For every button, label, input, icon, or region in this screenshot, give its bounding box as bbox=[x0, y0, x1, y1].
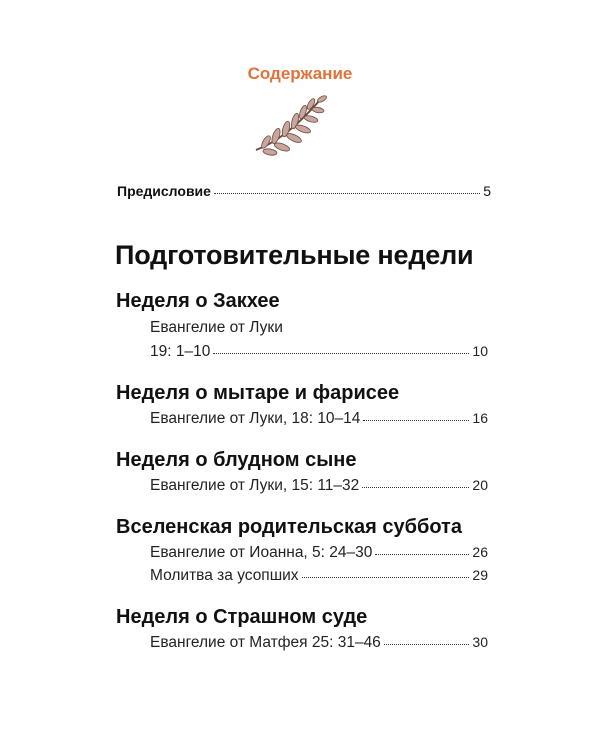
part-heading: Подготовительные недели bbox=[115, 240, 474, 270]
leaf-branch-icon bbox=[252, 92, 330, 162]
dot-leader bbox=[375, 554, 469, 555]
toc-title: Содержание bbox=[247, 64, 353, 83]
toc-entry[interactable] bbox=[150, 567, 488, 585]
toc-page-number: 29 bbox=[472, 567, 488, 583]
toc-page-number: 5 bbox=[483, 183, 491, 199]
toc-page-number: 16 bbox=[472, 410, 488, 426]
dot-leader bbox=[363, 420, 469, 421]
toc-entry[interactable] bbox=[150, 544, 488, 562]
toc-entry-label: 19: 1–10 bbox=[150, 343, 211, 360]
toc-entry[interactable] bbox=[150, 477, 488, 495]
dot-leader bbox=[384, 644, 470, 645]
toc-page-number: 20 bbox=[472, 477, 488, 493]
toc-page-number: 26 bbox=[472, 544, 488, 560]
toc-entry-label: Евангелие от Луки bbox=[150, 319, 283, 336]
toc-page-number: 10 bbox=[472, 343, 488, 359]
toc-entry-label: Евангелие от Иоанна, 5: 24–30 bbox=[150, 544, 373, 561]
toc-entry-label: Молитва за усопших bbox=[150, 567, 299, 584]
dot-leader bbox=[302, 577, 470, 578]
toc-entry-label: Предисловие bbox=[117, 183, 211, 199]
section-heading: Неделя о Страшном суде bbox=[116, 606, 368, 628]
toc-entry-label: Евангелие от Матфея 25: 31–46 bbox=[150, 634, 381, 651]
toc-entry-label: Евангелие от Луки, 18: 10–14 bbox=[150, 410, 361, 427]
section-heading: Вселенская родительская суббота bbox=[116, 516, 462, 538]
toc-entry[interactable] bbox=[150, 343, 488, 361]
section-heading: Неделя о мытаре и фарисее bbox=[116, 382, 400, 404]
dot-leader bbox=[214, 193, 480, 194]
toc-entry[interactable] bbox=[150, 410, 488, 428]
dot-leader bbox=[213, 353, 469, 354]
section-heading: Неделя о блудном сыне bbox=[116, 449, 357, 471]
section-heading: Неделя о Закхее bbox=[116, 290, 280, 312]
dot-leader bbox=[362, 487, 469, 488]
toc-entry[interactable] bbox=[150, 634, 488, 652]
toc-entry-preface[interactable] bbox=[117, 183, 491, 199]
toc-entry-label: Евангелие от Луки, 15: 11–32 bbox=[150, 477, 360, 494]
toc-page-number: 30 bbox=[472, 634, 488, 650]
